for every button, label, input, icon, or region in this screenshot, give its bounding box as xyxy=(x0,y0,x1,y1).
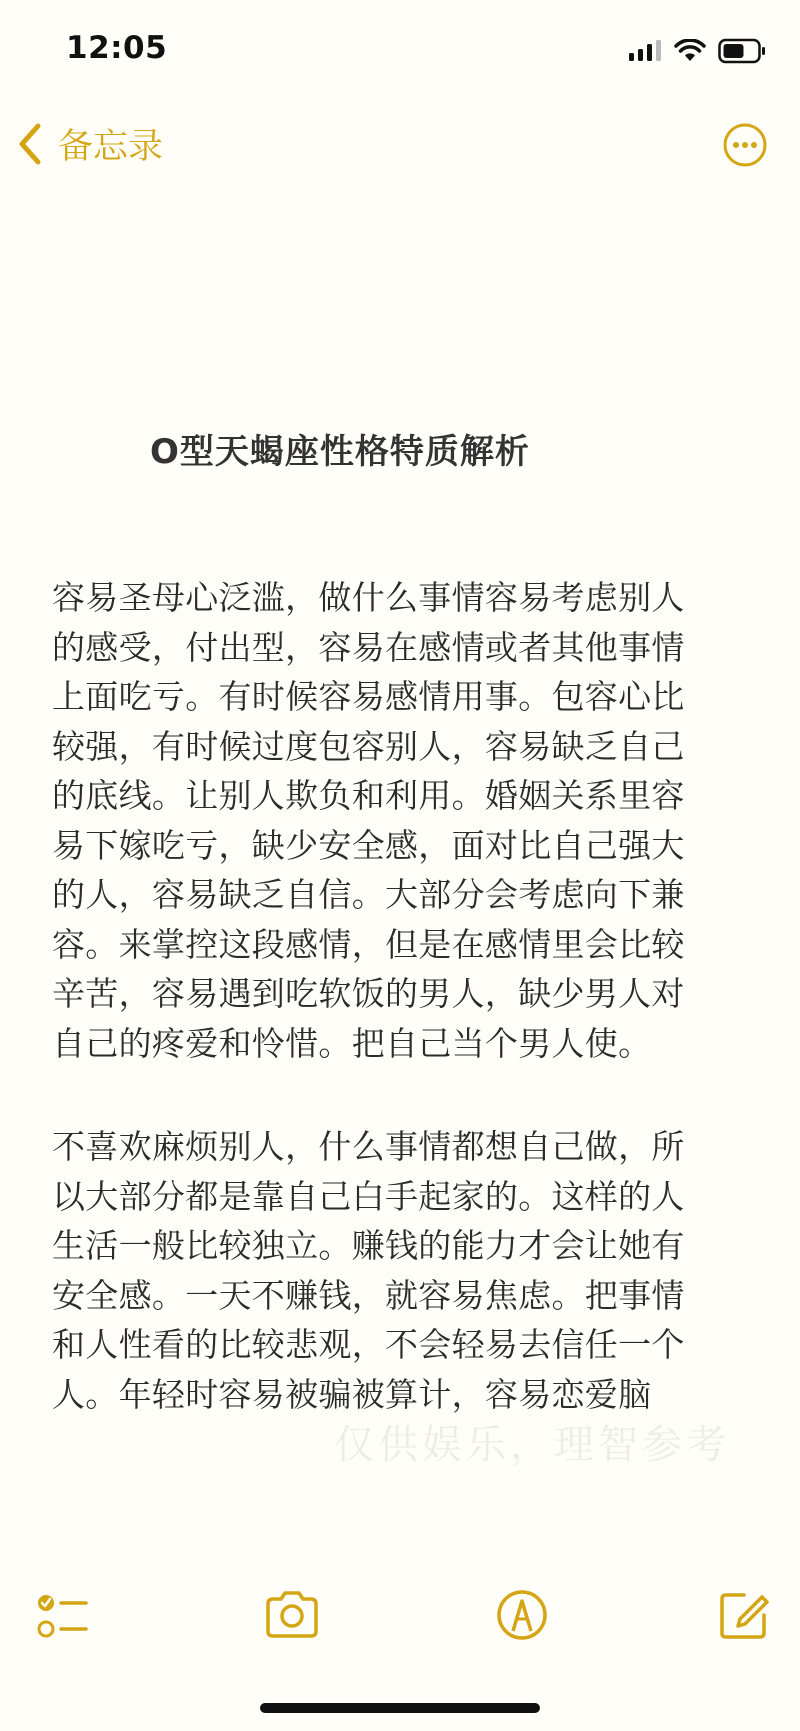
home-indicator[interactable] xyxy=(260,1703,540,1713)
nav-bar xyxy=(0,112,800,176)
note-line: 生活一般比较独立。赚钱的能力才会让她有 xyxy=(52,1226,685,1265)
markup-icon[interactable] xyxy=(492,1585,552,1645)
note-line: 易下嫁吃亏，缺少安全感，面对比自己强大 xyxy=(52,825,685,865)
note-title[interactable]: O型天蝎座性格特质解析 xyxy=(150,432,530,472)
note-line: 安全感。一天不赚钱，就容易焦虑。把事情 xyxy=(52,1275,685,1315)
note-line: 的感受，付出型，容易在感情或者其他事情 xyxy=(52,627,685,667)
note-line: 容。来掌控这段感情，但是在感情里会比较 xyxy=(52,924,685,964)
note-paragraph[interactable] xyxy=(52,573,738,1068)
note-paragraph[interactable] xyxy=(52,1122,738,1419)
camera-icon[interactable] xyxy=(262,1585,322,1645)
note-line: 自己的疼爱和怜惜。把自己当个男人使。 xyxy=(52,1023,652,1063)
ellipsis-circle-icon[interactable] xyxy=(722,122,768,168)
chevron-left-icon xyxy=(16,122,44,166)
wifi-icon xyxy=(674,39,706,63)
note-line: 辛苦，容易遇到吃软饭的男人，缺少男人对 xyxy=(52,974,685,1013)
back-label: 备忘录 xyxy=(58,127,164,167)
signal-icon xyxy=(628,39,662,63)
note-line: 较强，有时候过度包容别人，容易缺乏自己 xyxy=(52,726,685,766)
bottom-toolbar xyxy=(0,1585,800,1655)
note-line: 的人，容易缺乏自信。大部分会考虑向下兼 xyxy=(52,875,685,914)
compose-icon[interactable] xyxy=(714,1585,774,1645)
checklist-icon[interactable] xyxy=(34,1585,94,1645)
note-line: 以大部分都是靠自己白手起家的。这样的人 xyxy=(52,1176,685,1216)
note-line: 的底线。让别人欺负和利用。婚姻关系里容 xyxy=(52,776,685,815)
note-line: 和人性看的比较悲观，不会轻易去信任一个 xyxy=(52,1325,685,1364)
back-button[interactable] xyxy=(16,112,163,176)
status-icons xyxy=(628,36,766,66)
status-time: 12:05 xyxy=(66,30,168,66)
status-bar xyxy=(0,0,800,100)
note-line: 上面吃亏。有时候容易感情用事。包容心比 xyxy=(52,677,685,716)
battery-icon xyxy=(718,38,766,64)
note-line: 不喜欢麻烦别人，什么事情都想自己做，所 xyxy=(52,1127,685,1166)
note-line: 人。年轻时容易被骗被算计，容易恋爱脑 xyxy=(52,1374,652,1414)
watermark: 仅供娱乐，理智参考 xyxy=(334,1422,730,1468)
note-line: 容易圣母心泛滥，做什么事情容易考虑别人 xyxy=(52,578,685,617)
